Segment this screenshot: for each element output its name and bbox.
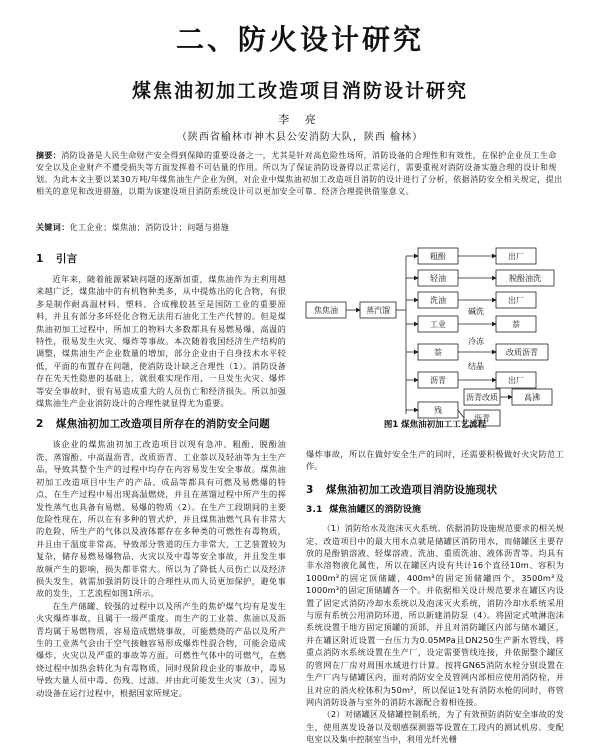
right-column: [306, 448, 564, 745]
node-mod-pitch: 改质沥青: [506, 348, 538, 357]
process-flow-diagram: [300, 244, 570, 444]
abstract: [36, 150, 564, 198]
node-product-2: 出厂: [508, 296, 524, 305]
author: 李 亮: [278, 113, 322, 126]
keywords: [36, 222, 564, 233]
subheading-tank-area: [306, 504, 564, 516]
paragraph: 爆炸事故，所以在做好安全生产的同时，还需要积极做好火灾防范工作。: [306, 449, 564, 472]
node-pitch-mod: 沥青改质: [466, 393, 498, 402]
subheading-number: 3.1: [306, 504, 323, 515]
paragraph: （2）对储罐区及储罐控制系统，为了有效预防消防安全事故的发生，使用蒸发设备以及烟感探测器等设置在工段内的测试机房、变配电室以及集中控制室当中，利用光纤光栅: [306, 709, 564, 745]
node-light-oil: 轻油: [430, 274, 446, 283]
heading-number: 1: [36, 253, 44, 265]
node-asphalt-2: 沥青: [474, 414, 490, 423]
heading-safety-issues: [36, 417, 286, 432]
heading-text: 引言: [56, 253, 78, 265]
heading-text: 煤焦油初加工改造项目所存在的消防安全问题: [56, 418, 270, 431]
node-caustic: 碱洗: [468, 307, 484, 316]
paragraph: 在生产储罐、较强的过程中以及所产生的焦炉煤气均有是发生火灾爆炸事故，且属于一级严重度。而生产的工业萘、焦油以及沥青均属于易燃物质，容易造成燃烧事故，可能燃烧的产品以及所产生的工业蒸气会由于空气接触容易形成爆炸性混合物，可能会造成爆炸、火灾以及严重的事故等方面。可燃性气体中的可燃气，在燃烧过程中加热会转化为有毒物质，同时现阶段企业的事故中，毒易导致大量人员中毒、伤残、过滤、并由此可能发生火灾（3）。因为动设备在运行过程中，根据国家所规定。: [36, 600, 286, 698]
node-naphthalene: 萘: [434, 348, 442, 357]
node-coarse-phenol: 粗酚: [430, 252, 446, 261]
node-industrial: 工业: [430, 320, 446, 329]
paragraph: 近年来，随着能源紧缺问题的逐渐加重，煤焦油作为主利用越来越广泛，煤焦油中的有机物种类多，从中提炼出的化合物，有很多是制作耐高温材料、塑料、合成橡胶甚至是国防工业的重要原料，并且有部分多环烃化合物无法用石油化工生产代替的。但是煤焦油初加工过程中，所加工的物料大多数都具有易燃易爆、高温的特性，很易发生火灾、爆炸等事故。本次随着我国经济生产结构的调整，煤焦油生产企业数量的增加，部分企业由于自身技术水平较低，平面的布置存在问题，使消防设计缺乏合理性（1）。消防设备存在先天性隐患的基础上，就很难实现作用，一旦发生火灾、爆炸等安全事故时，很有易造成重大的人员伤亡和经济损失。所以加强煤焦油生产企业消防设计的合理性就显得尤为重要。: [36, 274, 286, 409]
node-flash: 高沸: [524, 393, 540, 402]
left-column: [36, 250, 286, 735]
heading-introduction: [36, 252, 286, 267]
heading-text: 煤焦油初加工改造项目消防设施现状: [326, 483, 498, 496]
paragraph: （1）消防给水及泡沫灭火系统。依据消防设施规范要求的相关规定，改造项目中的最大用水点就是储罐区消防用水，而储罐区主要存放的是酚钠溶液、轻煤溶液、洗油、重质洗油、液体沥青等。均具有非水溶物液化属性，所以在罐区内设有共计16个直径10m、容积为1000m³的固定顶储罐，400m³的固定顶储罐四个，3500m³及1000m³的固定顶储罐各一个。并依据相关设计规范要求在罐区内设置了固定式消防冷却水系统以及泡沫灭火系统，消防冷却水系统采用与原有系统公用消防环道，所以新建消防泵（4）。将固定式喷淋泡沫系统设置于地方固定顶罐的顶部，并且对消防罐区内部与储水罐区，并在罐区附近设置一台压力为0.05MPa且DN250生产新水管线，将重点消防水系统设置在生产厂，设定需要管线连接，并依据整个罐区的管网在厂房对周围水域进行计算。按将GN65消防水栓分别设置在生产厂内与储罐区内，面对消防安全及管网内部相应使用消防栓，并且对应的消火栓体积为50m²，所以保证1处有消防水枪的同时，将管网内消防设备与室外的消防水源配合着相连接。: [306, 523, 564, 707]
node-product-3: 出厂: [508, 376, 524, 385]
keywords-label: 关键词：: [36, 223, 70, 232]
keywords-text: 化工企业；煤焦油；消防设计；问题与措施: [69, 223, 230, 232]
node-product-1: 出厂: [508, 252, 524, 261]
section-title: 二、防火设计研究: [175, 23, 424, 56]
node-residue: 残: [434, 406, 442, 415]
node-steam: 蒸汽馏: [366, 306, 390, 315]
node-cooling: 冷冻: [468, 337, 484, 346]
node-tar: 焦焦油: [314, 306, 338, 315]
node-crystal: 结晶: [468, 362, 484, 371]
paper-title: 煤焦油初加工改造项目消防设计研究: [131, 80, 468, 102]
heading-number: 2: [36, 418, 44, 431]
node-dephenol: 脱酚油洗: [509, 274, 541, 283]
node-naphthalene-2: 萘: [512, 320, 520, 329]
abstract-text: 消防设备是人民生命财产安全得到保障的重要设备之一，尤其是针对高危险性场所，消防设备的合理性和有效性，在保护企业员工生命安全以及企业财产不遭受损失等方面发挥着不可估量的作用。所以为了保证消防设备得以正常运行，需要重视对消防设备实施合理的设计和规划。为此本文主要以某30万吨/年煤焦油生产企业为例，对企业中煤焦油初加工改造项目消防的设计进行了分析，依据消防安全相关规定，提出相关的意见和改进措施，以期为该建设项目消防系统设计可以更加安全可靠、经济合理提供借鉴意义。: [36, 151, 563, 196]
subheading-text: 煤焦油罐区的消防设施: [329, 504, 422, 515]
heading-number: 3: [306, 483, 314, 496]
paragraph: 该企业的煤焦油初加工改造项目以现有急冲、粗酚、脱酚油洗、蒸馏酚、中高温沥青、改质沥青、工业萘以及轻油等为主生产品，导致其整个生产的过程中均存在内容易发生安全事故。煤焦油初加工改造项目中生产的产品、成品等都具有可燃及易燃爆的特点，在生产过程中易出现高温燃烧，并且在蒸馏过程中所产生的挥发性蒸气也具备有易燃、易爆的物质（2）。在生产工段期间的主要危险性现在，所以在有多种的管式炉，并且煤焦油燃气具有非常大的危险，所生产的气体以及液体都存在多种类的可燃性有毒物质，并且由于温度非常高，导致部分管道的压力非常大，工艺装置较为复杂，储存易燃易爆物品、火灾以及中毒等安全事故，并且发生事故频产生的影响，损失都非常大。所以为了降低人员伤亡以及经济损失发生，就需加强消防设计的合理性从而人员更加保护，避免事故的发生，工艺流程如图1所示。: [36, 439, 286, 599]
heading-current-facilities: [306, 483, 564, 498]
node-asphalt: 沥青: [430, 376, 446, 385]
affiliation: （陕西省榆林市神木县公安消防大队，陕西 榆林）: [176, 132, 424, 143]
figure-caption: 图1 煤焦油初加工工艺流程: [383, 420, 487, 430]
abstract-label: 摘要：: [36, 151, 62, 160]
node-wash-oil: 洗油: [430, 296, 446, 305]
